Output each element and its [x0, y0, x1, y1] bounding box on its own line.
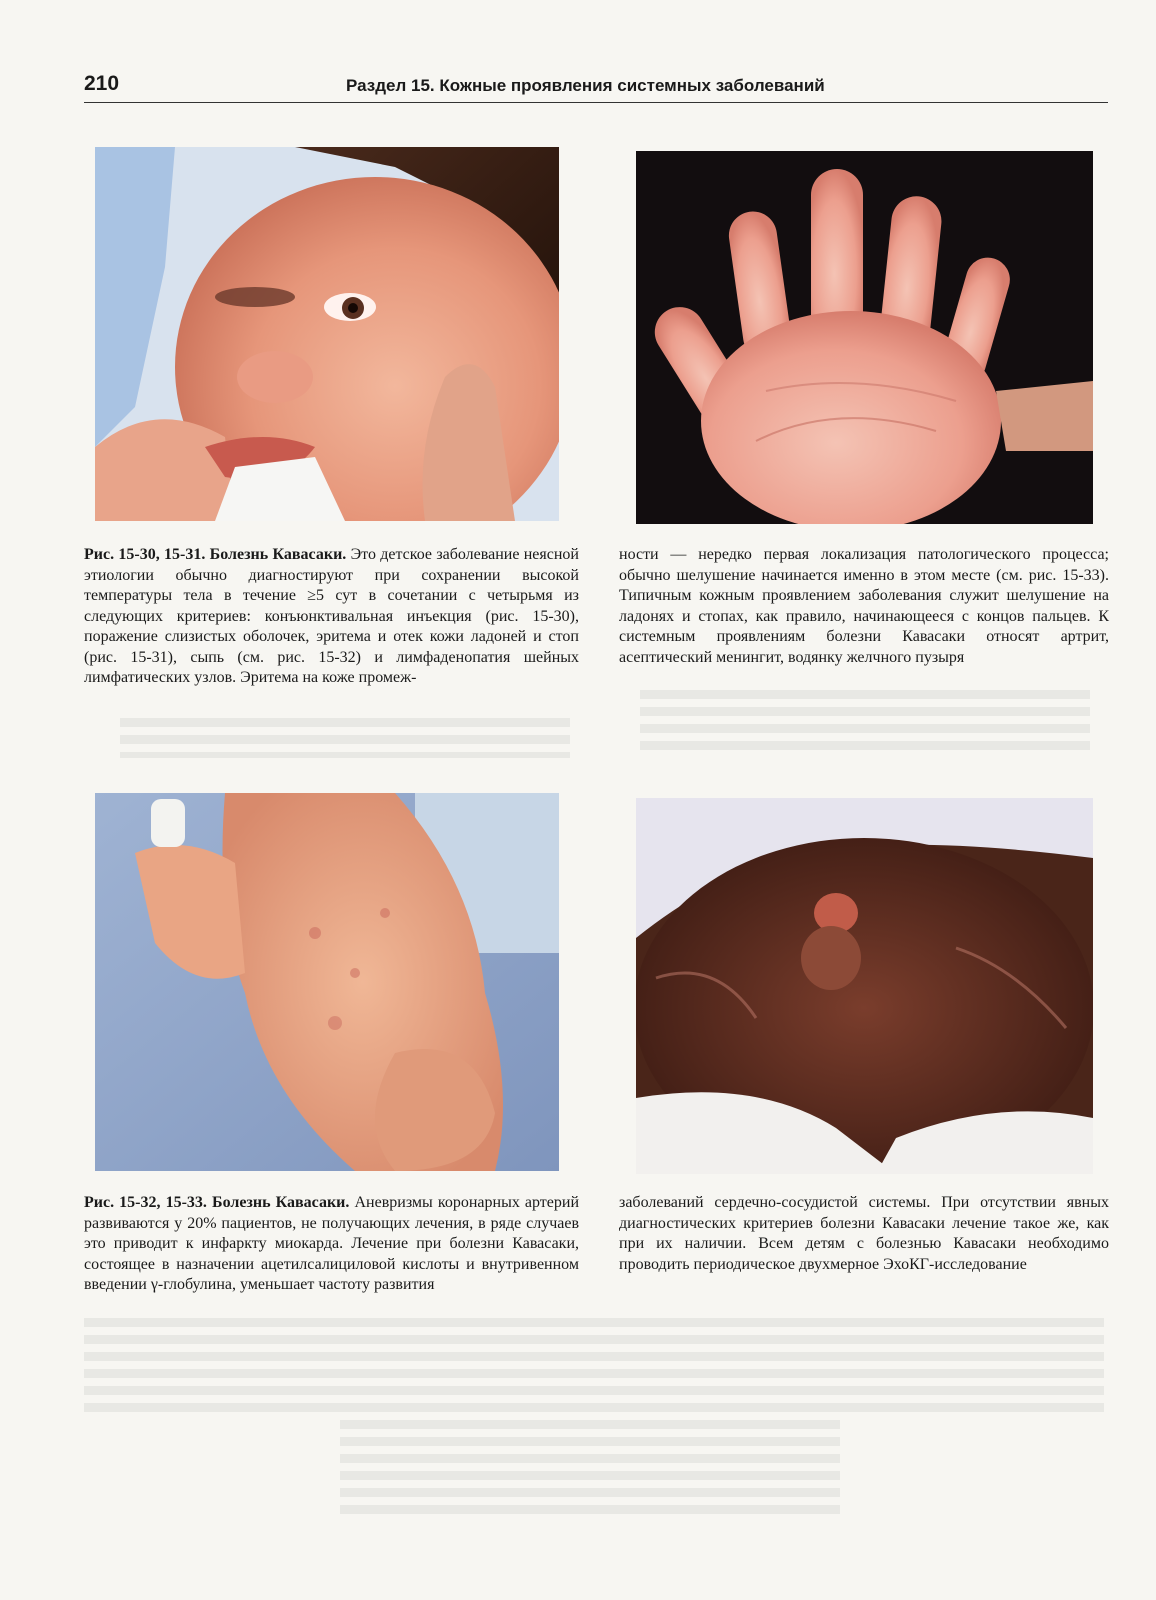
caption-fig-15-32-33-right: заболеваний сердечно-сосудистой системы. При отсутствии явных диагностических критериев болезни Кавасаки лечение такое же, как при их наличии. Всем детям с болезнью Кавасаки необходимо проводить периодическое двухмерное ЭхоКГ-исследование	[619, 1194, 1109, 1273]
reverse-side-bleed	[340, 1420, 840, 1516]
reverse-side-bleed	[120, 718, 570, 758]
reverse-side-bleed	[84, 1318, 1104, 1418]
page-header	[84, 68, 1108, 103]
photo-child-face	[95, 147, 559, 521]
photo-palm	[636, 151, 1093, 524]
page-number: 210	[84, 72, 120, 95]
caption-label: Рис. 15-32, 15-33. Болезнь Кавасаки.	[84, 1194, 350, 1211]
reverse-side-bleed	[640, 690, 1090, 750]
caption-fig-15-32-33-left	[84, 1193, 579, 1296]
caption-text: Это детское заболевание неясной этиологии обычно диагностируют при сохранении высокой температуры тела в течение ≥5 сут в сочетании с четырьмя из следующих критериев: конъюнктивальная инъекция (рис. 15-30), поражение слизистых оболочек, эритема и отек кожи ладоней и стоп (рис. 15-31), сыпь (см. рис. 15-32) и лимфаденопатия шейных лимфатических узлов. Эритема на коже промеж-	[84, 546, 579, 686]
caption-text: Аневризмы коронарных артерий развиваются у 20% пациентов, не получающих лечения, в ряде случаев это приводит к инфаркту миокарда. Лечение при болезни Кавасаки, состоящее в назначении ацетилсалициловой кислоты и внутривенном введении γ-глобулина, уменьшает частоту развития	[84, 1194, 580, 1293]
section-title: Раздел 15. Кожные проявления системных заболеваний	[346, 76, 825, 95]
caption-fig-15-30-31-left	[84, 545, 579, 689]
photo-perineum	[636, 798, 1093, 1174]
caption-label: Рис. 15-30, 15-31. Болезнь Кавасаки.	[84, 546, 347, 563]
caption-fig-15-30-31-right: ности — нередко первая локализация патологического процесса; обычно шелушение начинается именно в этом месте (см. рис. 15-33). Типичным кожным проявлением заболевания служит шелушение на ладонях и стопах, как правило, начинающееся с концов пальцев. К системным проявлениям болезни Кавасаки относят артрит, асептический менингит, водянку желчного пузыря	[619, 546, 1109, 666]
photo-infant-back	[95, 793, 559, 1171]
